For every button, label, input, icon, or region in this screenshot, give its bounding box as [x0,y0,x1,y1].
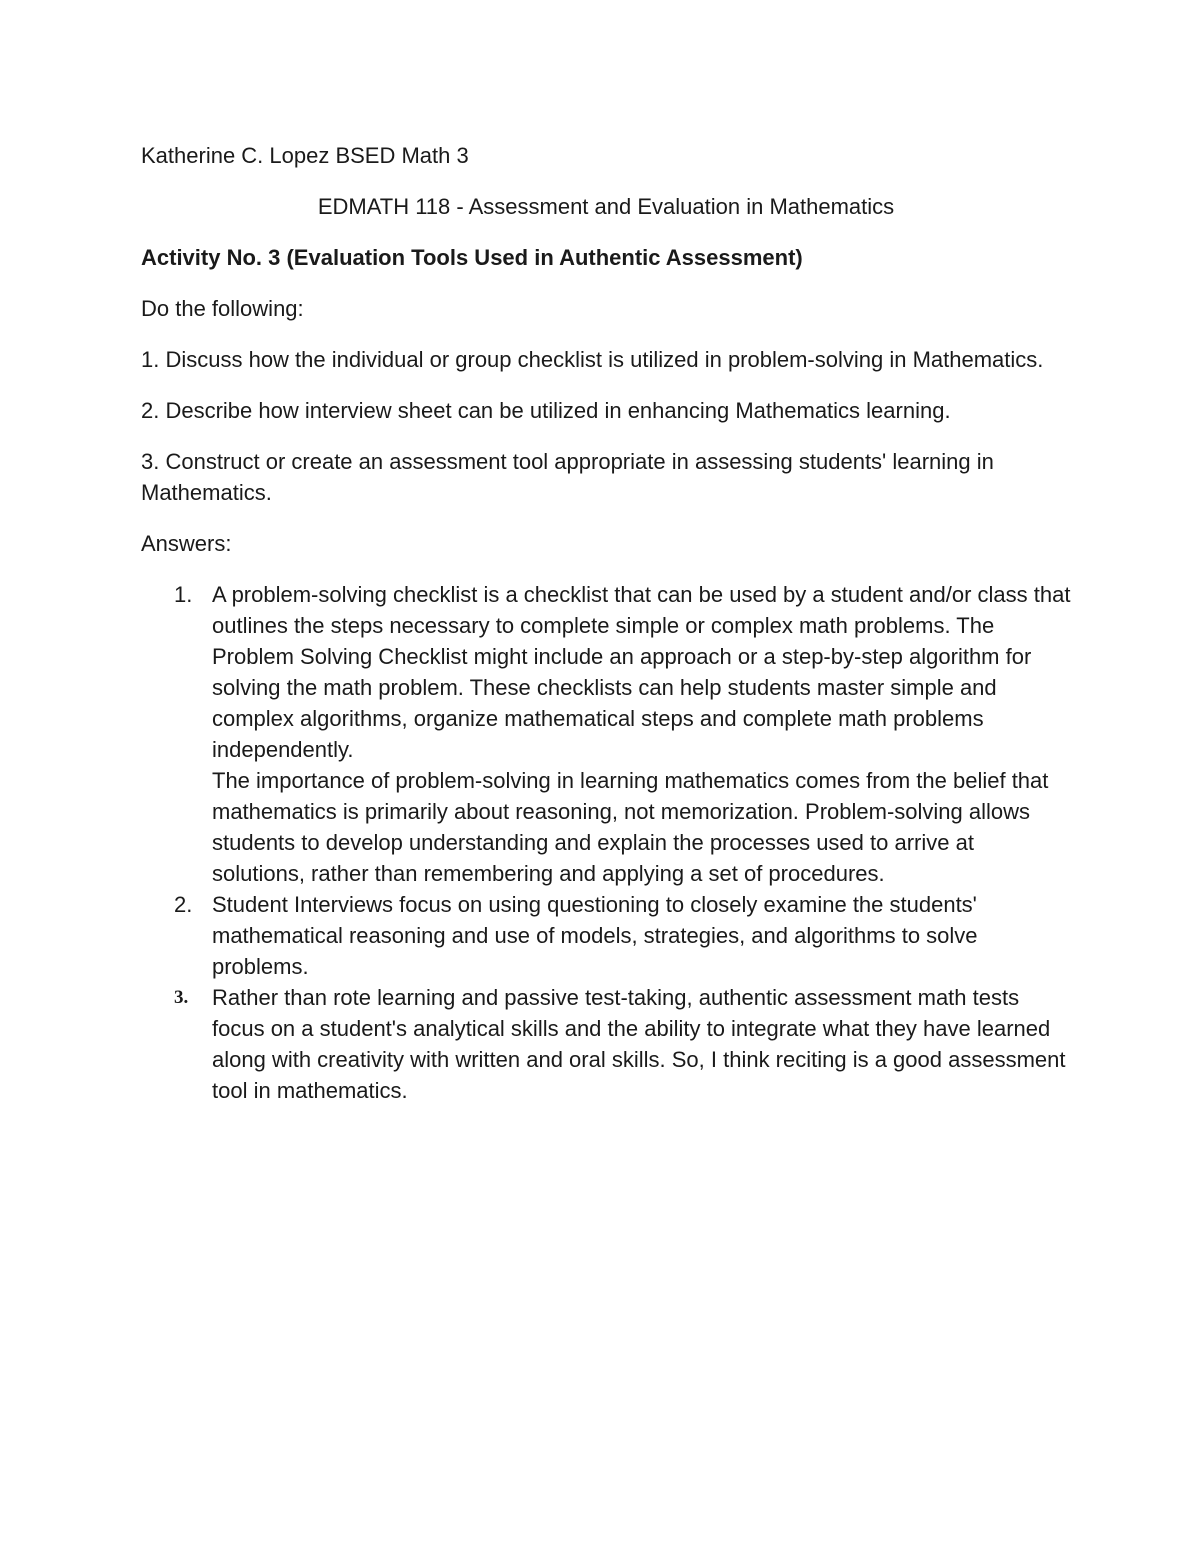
activity-heading: Activity No. 3 (Evaluation Tools Used in Authentic Assessment) [141,245,803,270]
author-line: Katherine C. Lopez BSED Math 3 [141,143,469,168]
answer-item-2 [141,889,1071,982]
instructions-lead: Do the following: [141,296,304,321]
answer-2-paragraph-1: Student Interviews focus on using questioning to closely examine the students' mathematical reasoning and use of models, strategies, and algorithms to solve problems. [212,892,978,979]
course-title: EDMATH 118 - Assessment and Evaluation in Mathematics [317,194,895,219]
question-2: 2. Describe how interview sheet can be utilized in enhancing Mathematics learning. [141,398,951,423]
answer-1-paragraph-2: The importance of problem-solving in learning mathematics comes from the belief that mathematics is primarily about reasoning, not memorization. Problem-solving allows students to develop understanding and explain the processes used to arrive at solutions, rather than remembering and applying a set of procedures. [212,768,1049,886]
answers-list [141,579,1071,1106]
answer-number: 3. [174,987,189,1008]
question-1: 1. Discuss how the individual or group checklist is utilized in problem-solving in Mathematics. [141,347,1044,372]
answer-1-paragraph-1: A problem-solving checklist is a checklist that can be used by a student and/or class that outlines the steps necessary to complete simple or complex math problems. The Problem Solving Checklist might include an approach or a step-by-step algorithm for solving the math problem. These checklists can help students master simple and complex algorithms, organize mathematical steps and complete math problems independently. [212,582,1071,762]
answer-item-3 [141,982,1071,1106]
answer-3-paragraph-1: Rather than rote learning and passive test-taking, authentic assessment math tests focus on a student's analytical skills and the ability to integrate what they have learned along with creativity with written and oral skills. So, I think reciting is a good assessment tool in mathematics. [212,985,1066,1103]
answer-item-1 [141,579,1071,889]
answers-label: Answers: [141,531,232,556]
answer-number: 1. [174,582,193,607]
question-3: 3. Construct or create an assessment tool appropriate in assessing students' learning in Mathematics. [141,449,994,505]
answer-number: 2. [174,892,193,917]
document-page [141,140,1071,1106]
